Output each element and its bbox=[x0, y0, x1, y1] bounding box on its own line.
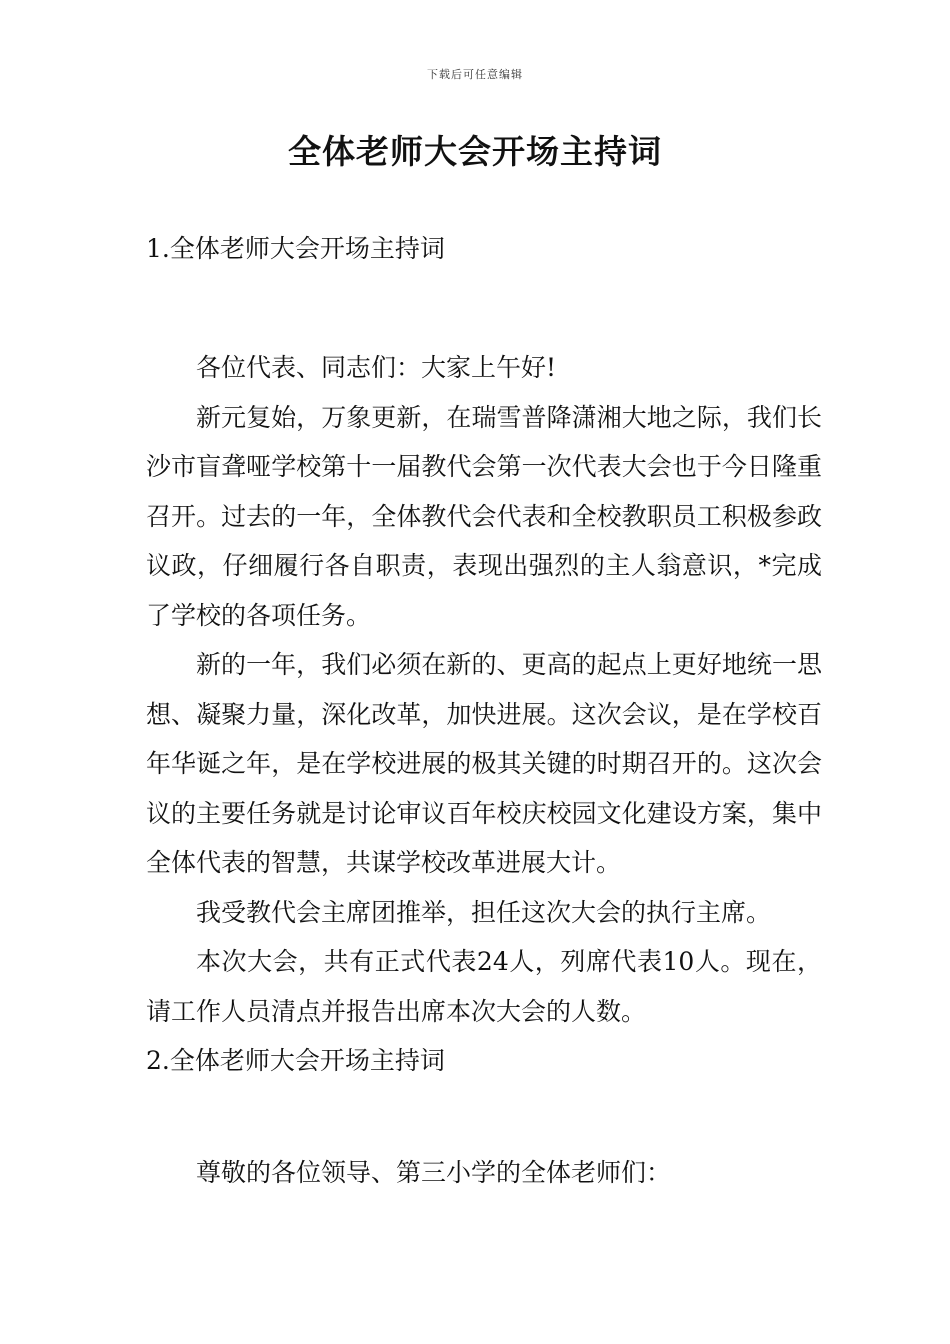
paragraph: 我受教代会主席团推举，担任这次大会的执行主席。 bbox=[196, 897, 772, 927]
section-heading-2: 2.全体老师大会开场主持词 bbox=[146, 1046, 445, 1075]
spacer bbox=[146, 268, 822, 343]
spacer bbox=[146, 1086, 822, 1148]
header-note: 下载后可任意编辑 bbox=[427, 68, 523, 81]
paragraph: 本次大会，共有正式代表24人，列席代表10人。现在，请工作人员清点并报告出席本次大会的人数。 bbox=[146, 947, 822, 1026]
document-title: 全体老师大会开场主持词 bbox=[288, 132, 662, 171]
paragraph: 新的一年，我们必须在新的、更高的起点上更好地统一思想、凝聚力量，深化改革，加快进展。这次会议，是在学校百年华诞之年，是在学校进展的极其关键的时期召开的。这次会议的主要任务就是讨论审议百年校庆校园文化建设方案，集中全体代表的智慧，共谋学校改革进展大计。 bbox=[146, 650, 822, 877]
paragraph-greeting: 尊敬的各位领导、第三小学的全体老师们： bbox=[196, 1157, 672, 1187]
paragraph-greeting: 各位代表、同志们：大家上午好! bbox=[196, 353, 557, 382]
section-heading-1: 1.全体老师大会开场主持词 bbox=[146, 234, 445, 263]
document-body bbox=[146, 230, 822, 1197]
paragraph: 新元复始，万象更新，在瑞雪普降潇湘大地之际，我们长沙市盲聋哑学校第十一届教代会第一次代表大会也于今日隆重召开。过去的一年，全体教代会代表和全校教职员工积极参政议政，仔细履行各自职责，表现出强烈的主人翁意识，*完成了学校的各项任务。 bbox=[146, 402, 822, 630]
